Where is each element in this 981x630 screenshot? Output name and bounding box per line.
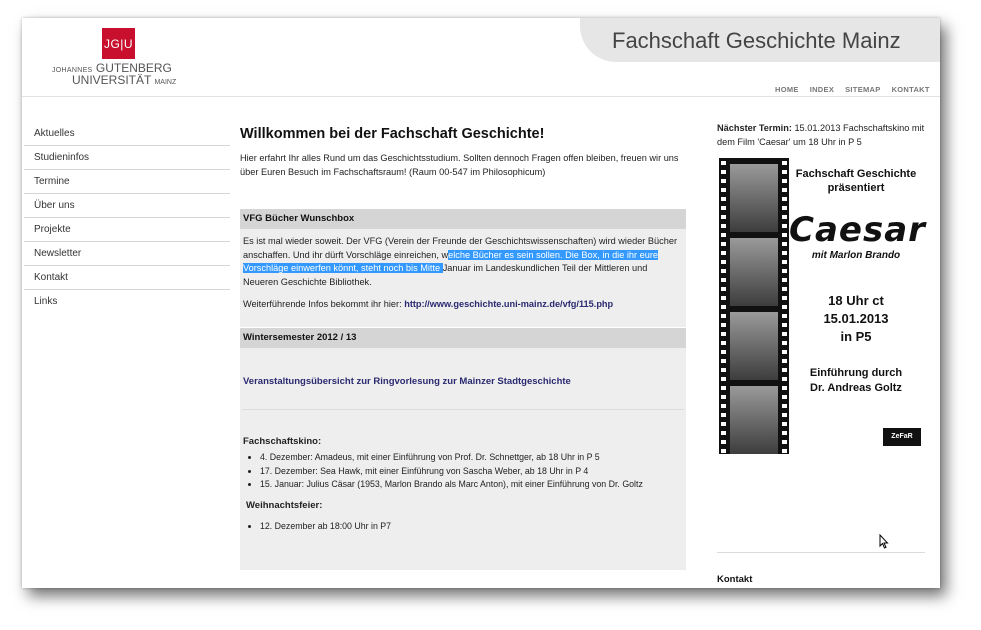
poster-subtitle: mit Marlon Brando	[811, 250, 901, 261]
main-content	[240, 122, 686, 531]
sidebar-menu	[24, 122, 230, 313]
sprocket-hole	[721, 287, 726, 291]
sprocket-hole	[782, 449, 787, 453]
sidebar-item-kontakt[interactable]: Kontakt	[24, 266, 230, 290]
university-logo[interactable]	[52, 28, 182, 90]
sprocket-hole	[721, 413, 726, 417]
logo-gutenberg: GUTENBERG	[95, 61, 172, 75]
sprocket-hole	[782, 440, 787, 444]
poster-line1: Fachschaft Geschichte	[795, 168, 917, 180]
sidebar-item-studieninfos[interactable]: Studieninfos	[24, 146, 230, 170]
sprocket-hole	[721, 296, 726, 300]
sprocket-hole	[782, 350, 787, 354]
logo-universitaet: UNIVERSITÄT	[72, 73, 152, 87]
nav-index[interactable]: INDEX	[809, 85, 835, 94]
sprocket-hole	[721, 269, 726, 273]
nav-sitemap[interactable]: SITEMAP	[845, 85, 881, 94]
kontakt-heading: Kontakt	[717, 574, 753, 585]
right-column	[717, 122, 926, 585]
zefar-logo: ZeFaR	[883, 428, 921, 446]
filmstrip-image	[719, 158, 789, 454]
poster-time2: 15.01.2013	[823, 311, 889, 326]
nav-kontakt[interactable]: KONTAKT	[891, 85, 930, 94]
list-item: • 17. Dezember: Sea Hawk, mit einer Einführung von Sascha Weber, ab 18 Uhr in P 4	[260, 465, 686, 479]
sprocket-hole	[721, 431, 726, 435]
page-title: Willkommen bei der Fachschaft Geschichte!	[240, 126, 545, 142]
sprocket-hole	[721, 224, 726, 228]
sprocket-hole	[721, 206, 726, 210]
sprocket-hole	[782, 269, 787, 273]
poster-time1: 18 Uhr ct	[828, 293, 884, 308]
sidebar-item-links[interactable]: Links	[34, 296, 58, 307]
sprocket-hole	[721, 188, 726, 192]
sprocket-hole	[782, 305, 787, 309]
list-item: • 4. Dezember: Amadeus, mit einer Einführung von Prof. Dr. Schnettger, ab 18 Uhr in P 5	[260, 451, 686, 465]
sprocket-hole	[721, 314, 726, 318]
feier-list	[240, 520, 686, 534]
sprocket-hole	[782, 188, 787, 192]
kino-list	[240, 451, 686, 492]
sprocket-hole	[721, 215, 726, 219]
page	[22, 18, 940, 588]
sprocket-hole	[782, 197, 787, 201]
poster-time3: in P5	[840, 329, 872, 344]
kino-heading: Fachschaftskino:	[243, 436, 322, 447]
site-title: Fachschaft Geschichte Mainz	[612, 28, 901, 53]
sprocket-hole	[782, 341, 787, 345]
sprocket-hole	[782, 395, 787, 399]
vfg-link[interactable]: http://www.geschichte.uni-mainz.de/vfg/115.php	[404, 299, 614, 309]
sprocket-hole	[782, 251, 787, 255]
sprocket-hole	[721, 341, 726, 345]
sidebar-item-aktuelles[interactable]: Aktuelles	[24, 122, 230, 146]
sprocket-hole	[782, 206, 787, 210]
poster-intro1: Einführung durch	[809, 367, 903, 379]
header-divider	[22, 96, 940, 97]
sprocket-hole	[782, 332, 787, 336]
wintersemester-box	[240, 328, 686, 570]
list-item: • 15. Januar: Julius Cäsar (1953, Marlon Brando als Marc Anton), mit einer Einführung von Dr. Goltz	[260, 478, 686, 492]
vfg-paragraph: Es ist mal wieder soweit. Der VFG (Verein der Freunde der Geschichtswissenschaften) wird wieder Bücher anschaffen. Und ihr dürft Vorschläge einreichen, welche Bücher es sein sollen. Die Box, in die ihr eure Vorschläge einwerfen könnt, steht noch bis Mitte Januar im Landeskundlichen Teil der Mittleren und Neueren Geschichte Bibliothek.	[243, 236, 678, 287]
sprocket-hole	[782, 179, 787, 183]
logo-johannes: JOHANNES	[52, 67, 93, 74]
sprocket-hole	[721, 197, 726, 201]
sprocket-hole	[721, 395, 726, 399]
sprocket-hole	[782, 233, 787, 237]
top-navigation	[775, 85, 930, 94]
sprocket-hole	[782, 368, 787, 372]
sprocket-hole	[721, 386, 726, 390]
sprocket-hole	[721, 350, 726, 354]
sprocket-hole	[721, 161, 726, 165]
nav-home[interactable]: HOME	[775, 85, 799, 94]
sprocket-hole	[782, 386, 787, 390]
sprocket-hole	[782, 431, 787, 435]
ringvorlesung-link[interactable]: Veranstaltungsübersicht zur Ringvorlesung zur Mainzer Stadtgeschichte	[243, 376, 571, 387]
caesar-poster[interactable]	[719, 158, 926, 454]
sprocket-hole	[782, 215, 787, 219]
vfg-box-title: VFG Bücher Wunschbox	[240, 209, 686, 229]
poster-title: Caesar	[789, 210, 926, 250]
sidebar-item-ueber-uns[interactable]: Über uns	[24, 194, 230, 218]
sprocket-hole	[721, 260, 726, 264]
sprocket-hole	[721, 449, 726, 453]
sprocket-hole	[721, 305, 726, 309]
sprocket-hole	[782, 260, 787, 264]
sprocket-hole	[782, 404, 787, 408]
feier-heading: Weihnachtsfeier:	[246, 499, 323, 511]
sprocket-hole	[721, 422, 726, 426]
poster-intro2: Dr. Andreas Goltz	[810, 382, 902, 394]
poster-line2: präsentiert	[827, 182, 885, 194]
logo-badge: JG|U	[102, 28, 135, 59]
sprocket-hole	[721, 251, 726, 255]
sprocket-hole	[721, 170, 726, 174]
list-item: • 12. Dezember ab 18:00 Uhr in P7	[260, 520, 686, 534]
sprocket-hole	[721, 368, 726, 372]
sprocket-hole	[721, 404, 726, 408]
sidebar-item-termine[interactable]: Termine	[24, 170, 230, 194]
sprocket-hole	[721, 179, 726, 183]
sprocket-hole	[721, 332, 726, 336]
sprocket-hole	[782, 278, 787, 282]
sprocket-hole	[782, 359, 787, 363]
sprocket-hole	[721, 278, 726, 282]
sprocket-hole	[782, 161, 787, 165]
sprocket-hole	[782, 224, 787, 228]
sidebar-item-newsletter[interactable]: Newsletter	[24, 242, 230, 266]
sprocket-hole	[782, 170, 787, 174]
sprocket-hole	[782, 242, 787, 246]
sprocket-hole	[721, 323, 726, 327]
sprocket-hole	[721, 233, 726, 237]
mouse-cursor-icon	[879, 534, 889, 549]
vfg-box	[240, 209, 686, 327]
logo-mainz: MAINZ	[154, 79, 177, 86]
vfg-info: Weiterführende Infos bekommt ihr hier: http://www.geschichte.uni-mainz.de/vfg/115.php	[243, 299, 614, 309]
sprocket-hole	[721, 359, 726, 363]
intro-text: Hier erfahrt Ihr alles Rund um das Geschichtsstudium. Sollten dennoch Fragen offen bleiben, freuen wir uns über Euren Besuch im Fachschaftsraum! (Raum 00-547 im Philosophicum)	[240, 153, 679, 177]
selected-text: elche Bücher es sein sollen. Die Box, in die ihr eure Vorschläge einwerfen könnt, steht noch bis Mitte	[243, 249, 659, 273]
sprocket-hole	[721, 440, 726, 444]
sprocket-hole	[782, 323, 787, 327]
sprocket-hole	[782, 296, 787, 300]
sprocket-hole	[782, 422, 787, 426]
sprocket-hole	[721, 377, 726, 381]
sprocket-hole	[782, 413, 787, 417]
sidebar-item-projekte[interactable]: Projekte	[24, 218, 230, 242]
sprocket-hole	[782, 314, 787, 318]
sprocket-hole	[721, 242, 726, 246]
wintersemester-box-title: Wintersemester 2012 / 13	[240, 328, 686, 348]
next-event: Nächster Termin: 15.01.2013 Fachschaftskino mit dem Film 'Caesar' um 18 Uhr in P 5	[717, 123, 925, 147]
sprocket-hole	[782, 287, 787, 291]
right-divider	[717, 552, 925, 553]
sprocket-hole	[782, 377, 787, 381]
